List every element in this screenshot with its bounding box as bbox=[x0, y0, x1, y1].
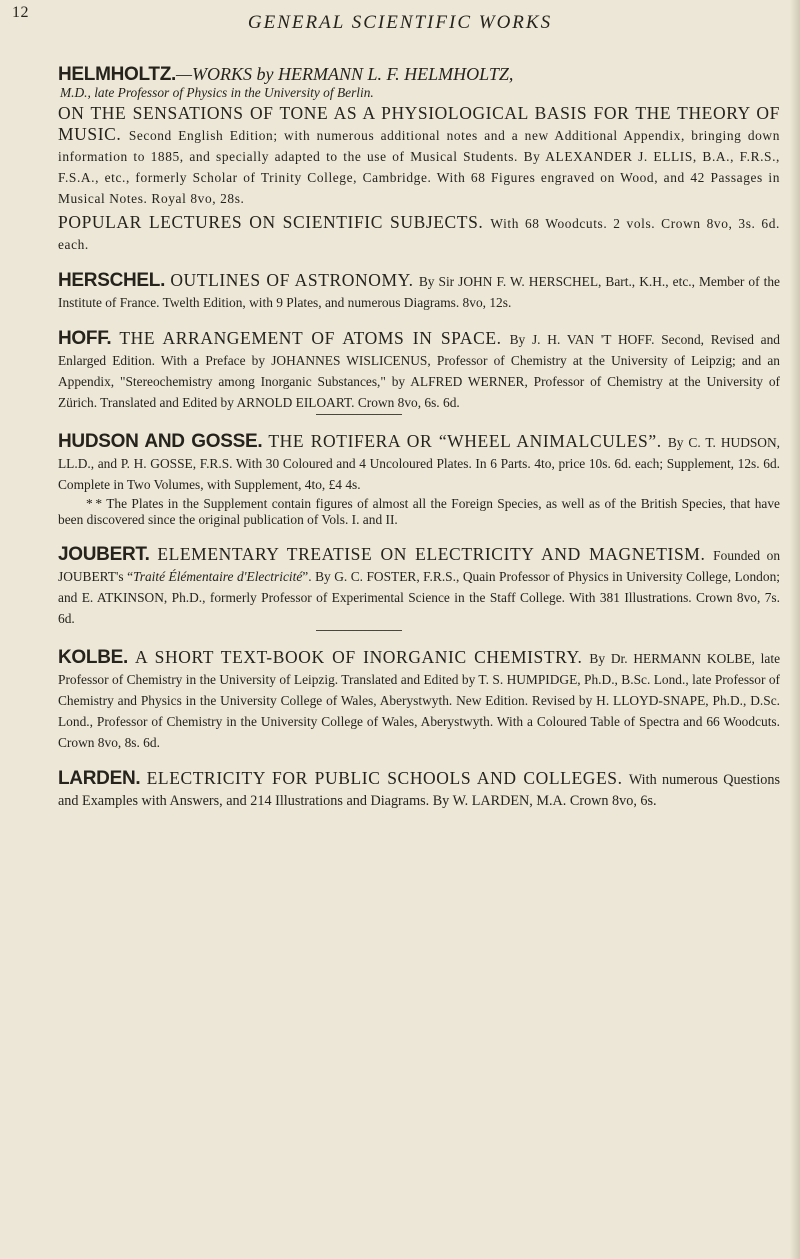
entry-heading bbox=[58, 544, 780, 628]
footnote: * * The Plates in the Supplement contain figures of almost all the Foreign Species, as well as of the British Species, that have been discovered since the original publication of Vols. I. and II. bbox=[58, 496, 780, 527]
book-title: POPULAR LECTURES ON SCIENTIFIC SUBJECTS. bbox=[58, 212, 484, 232]
catalogue-content bbox=[58, 64, 780, 826]
book-description: With numerous Questions and Examples with Answers, and 214 Illustrations and Diagrams. By W. LARDEN, M.A. Crown 8vo, 6s. bbox=[58, 772, 780, 809]
entry-heading bbox=[58, 768, 780, 810]
entry-herschel bbox=[58, 270, 780, 312]
book-description: By J. H. VAN 'T HOFF. Second, Revised and Enlarged Edition. With a Preface by JOHANNES WISLICENUS, Professor of Chemistry at the University of Leipzig; and an Appendix, "Stereochemistry among Inorganic Substances," by ALFRED WERNER, Professor of Chemistry at the University of Zürich. Translated and Edited by ARNOLD EILOART. Crown 8vo, 6s. 6d. bbox=[58, 332, 780, 410]
book-title: ON THE SENSATIONS OF TONE AS A PHYSIOLOGICAL BASIS FOR THE THEORY OF MUSIC. bbox=[58, 103, 780, 144]
divider-rule bbox=[316, 630, 402, 631]
entry-helmholtz bbox=[58, 64, 780, 254]
book-title: ELECTRICITY FOR PUBLIC SCHOOLS AND COLLEGES. bbox=[146, 768, 623, 788]
author-name: HELMHOLTZ. bbox=[58, 64, 177, 85]
author-name: LARDEN. bbox=[58, 768, 141, 789]
book-original-title: Traité Élémentaire d'Electricité bbox=[133, 569, 303, 584]
author-name: KOLBE. bbox=[58, 647, 128, 668]
author-name: HUDSON AND GOSSE. bbox=[58, 431, 263, 452]
entry-kolbe bbox=[58, 647, 780, 752]
page-number: 12 bbox=[12, 4, 29, 21]
book-description-end: ”. By G. C. FOSTER, F.R.S., Quain Professor of Physics in University College, London; and E. ATKINSON, Ph.D., formerly Professor of Experimental Science in the Staff College. With 381 Illustrations. Crown 8vo, 7s. 6d. bbox=[58, 569, 780, 626]
book-description: Second English Edition; with numerous additional notes and a new Additional Appendix, bringing down information to 1885, and specially adapted to the use of Musical Students. By ALEXANDER J. ELLIS, B.A., F.R.S., F.S.A., etc., formerly Scholar of Trinity College, Cambridge. With 68 Figures engraved on Wood, and 42 Passages in Musical Notes. Royal 8vo, 28s. bbox=[58, 128, 780, 206]
book-title: A SHORT TEXT-BOOK OF INORGANIC CHEMISTRY. bbox=[134, 647, 583, 667]
author-name: HOFF. bbox=[58, 328, 112, 349]
book-description: With 68 Woodcuts. 2 vols. Crown 8vo, 3s. 6d. each. bbox=[58, 216, 780, 252]
entry-heading bbox=[58, 270, 780, 312]
book-description: By Sir JOHN F. W. HERSCHEL, Bart., K.H., etc., Member of the Institute of France. Twelth Edition, with 9 Plates, and numerous Diagrams. 8vo, 12s. bbox=[58, 274, 781, 310]
entry-heading bbox=[58, 431, 780, 494]
divider-rule bbox=[316, 414, 402, 415]
book-title: OUTLINES OF ASTRONOMY. bbox=[170, 270, 414, 290]
book-description: By C. T. HUDSON, LL.D., and P. H. GOSSE, F.R.S. With 30 Coloured and 4 Uncoloured Plates. In 6 Parts. 4to, price 10s. 6d. each; Supplement, 12s. 6d. Complete in Two Volumes, with Supplement, 4to, £4 4s. bbox=[58, 435, 780, 492]
book-description: By Dr. HERMANN KOLBE, late Professor of Chemistry in the University of Leipzig. Translated and Edited by T. S. HUMPIDGE, Ph.D., B.Sc. Lond., late Professor of Chemistry and Physics in the University College of Wales, Aberystwyth. New Edition. Revised by H. LLOYD-SNAPE, Ph.D., D.Sc. Lond., Professor of Chemistry in the University College of Wales, Aberystwyth. With a Coloured Table of Spectra and 66 Woodcuts. Crown 8vo, 8s. 6d. bbox=[58, 651, 781, 750]
book-title: ELEMENTARY TREATISE ON ELECTRICITY AND MAGNETISM. bbox=[157, 544, 706, 564]
entry-joubert bbox=[58, 544, 780, 631]
entry-hudson-gosse bbox=[58, 431, 780, 528]
author-line: —WORKS by HERMANN L. F. HELMHOLTZ, bbox=[176, 64, 514, 84]
entry-hoff bbox=[58, 328, 780, 415]
book-entry-sensations-of-tone bbox=[58, 103, 780, 208]
entry-heading bbox=[58, 647, 780, 752]
author-subtitle: M.D., late Professor of Physics in the University of Berlin. bbox=[60, 85, 374, 100]
entry-heading bbox=[58, 64, 780, 85]
book-title: THE ROTIFERA OR “WHEEL ANIMALCULES”. bbox=[268, 431, 662, 451]
author-name: HERSCHEL. bbox=[58, 270, 166, 291]
author-name: JOUBERT. bbox=[58, 544, 150, 565]
entry-larden bbox=[58, 768, 780, 810]
book-title: THE ARRANGEMENT OF ATOMS IN SPACE. bbox=[119, 328, 502, 348]
page-edge-shadow bbox=[790, 0, 800, 1259]
book-entry-popular-lectures bbox=[58, 212, 780, 254]
book-description-start: Founded on JOUBERT's “ bbox=[58, 548, 781, 584]
running-title: GENERAL SCIENTIFIC WORKS bbox=[247, 12, 553, 33]
entry-heading bbox=[58, 328, 780, 412]
